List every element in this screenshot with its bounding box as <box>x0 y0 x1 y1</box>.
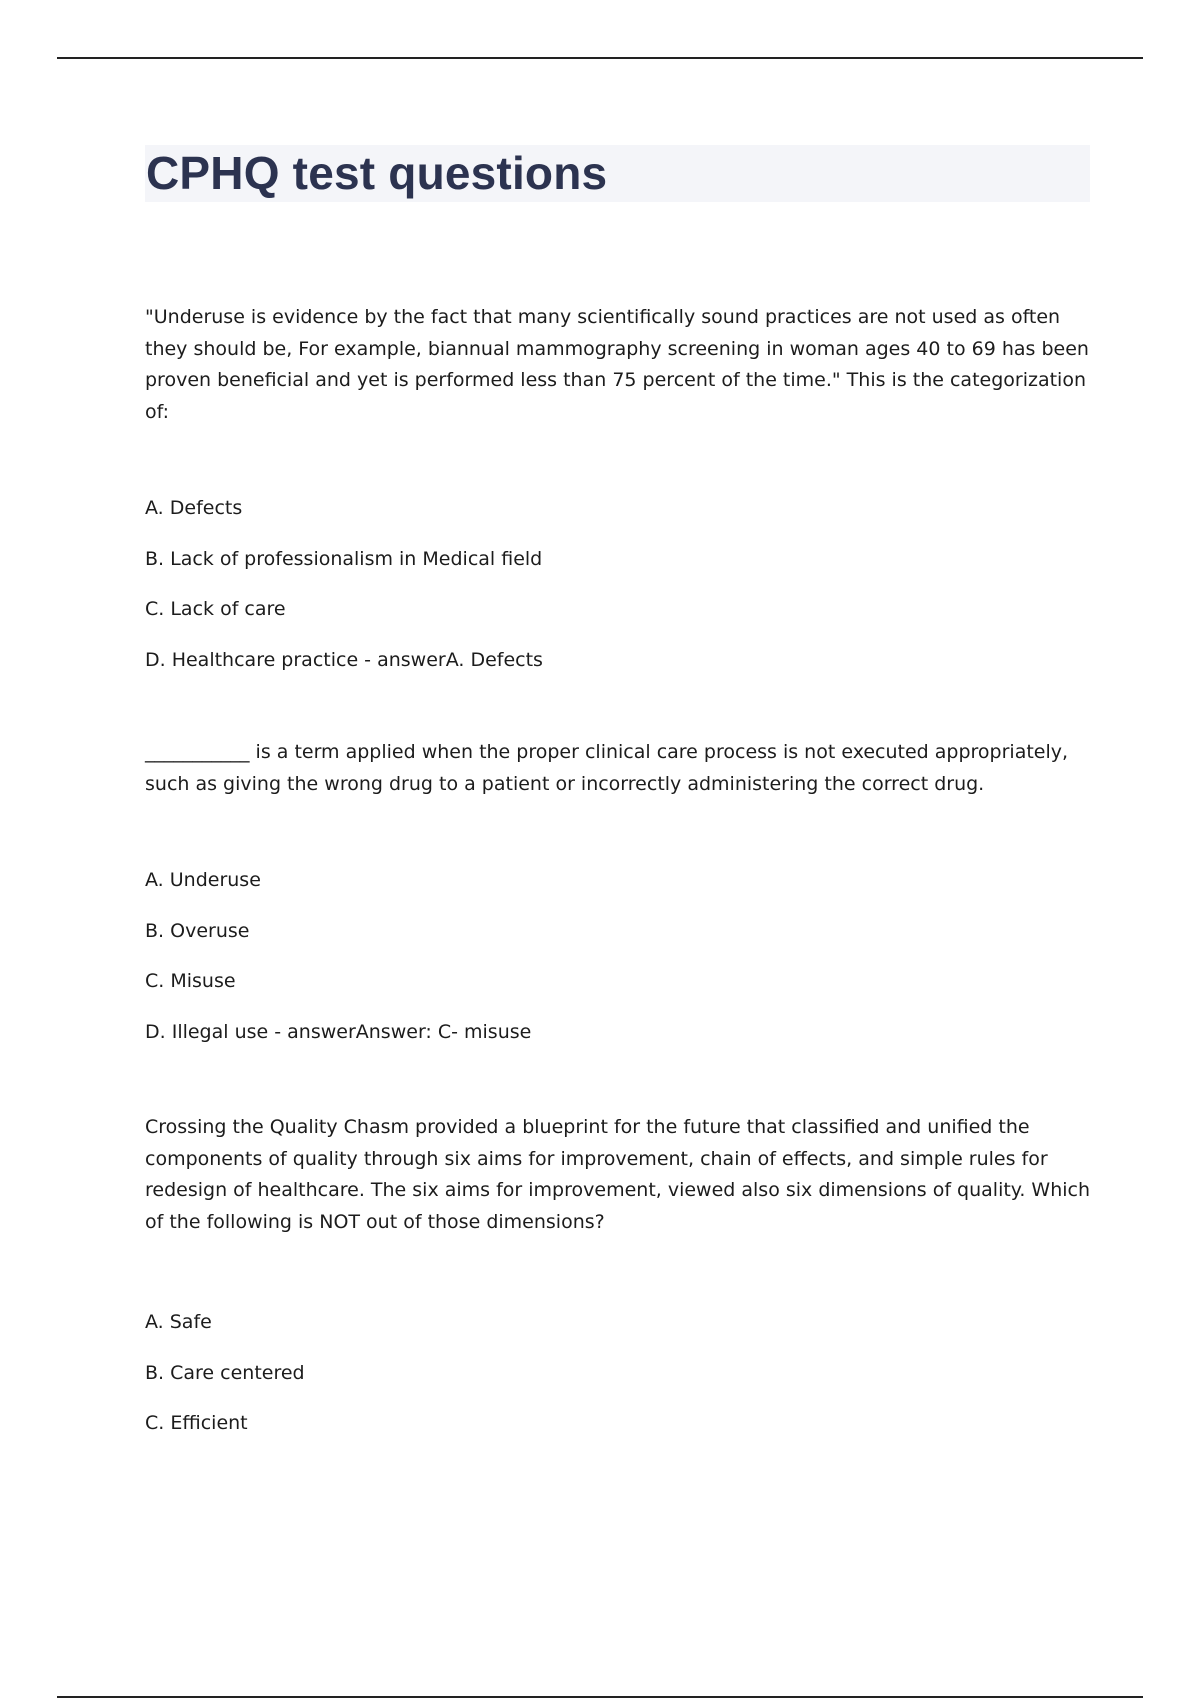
question-3-options <box>145 1307 1090 1440</box>
question-3-option-b: B. Care centered <box>145 1361 305 1384</box>
question-1-stem: "Underuse is evidence by the fact that many scientifically sound practices are not used as often they should be, For example, biannual mammography screening in woman ages 40 to 69 has been proven beneficial and yet is performed less than 75 percent of the time." This is the categorization of: <box>145 306 1089 423</box>
page-title: CPHQ test questions <box>146 147 608 199</box>
question-3-option-c: C. Efficient <box>145 1412 248 1434</box>
question-2-stem: ___________ is a term applied when the proper clinical care process is not executed appropriately, such as giving the wrong drug to a patient or incorrectly administering the correct drug. <box>145 741 1069 795</box>
question-2-option-d-answer: D. Illegal use - answerAnswer: C- misuse <box>145 1020 532 1043</box>
question-3-stem: Crossing the Quality Chasm provided a blueprint for the future that classified and unified the components of quality through six aims for improvement, chain of effects, and simple rules for redesign of healthcare. The six aims for improvement, viewed also six dimensions of quality. Which of the following is NOT out of those dimensions? <box>145 1116 1091 1233</box>
question-2-option-c: C. Misuse <box>145 970 236 992</box>
question-1 <box>145 302 1090 676</box>
question-1-options <box>145 493 1090 676</box>
footer-rule <box>57 1696 1143 1698</box>
question-2-option-b: B. Overuse <box>145 919 250 942</box>
question-list <box>145 302 1090 1440</box>
question-2 <box>145 737 1090 1048</box>
question-3 <box>145 1112 1090 1440</box>
question-1-option-a: A. Defects <box>145 497 243 519</box>
question-3-option-a: A. Safe <box>145 1311 212 1333</box>
question-1-option-b: B. Lack of professionalism in Medical field <box>145 547 543 570</box>
question-2-options <box>145 865 1090 1048</box>
question-2-option-a: A. Underuse <box>145 869 261 891</box>
question-1-option-c: C. Lack of care <box>145 598 286 620</box>
header-rule <box>57 57 1143 59</box>
question-1-option-d-answer: D. Healthcare practice - answerA. Defects <box>145 648 543 671</box>
